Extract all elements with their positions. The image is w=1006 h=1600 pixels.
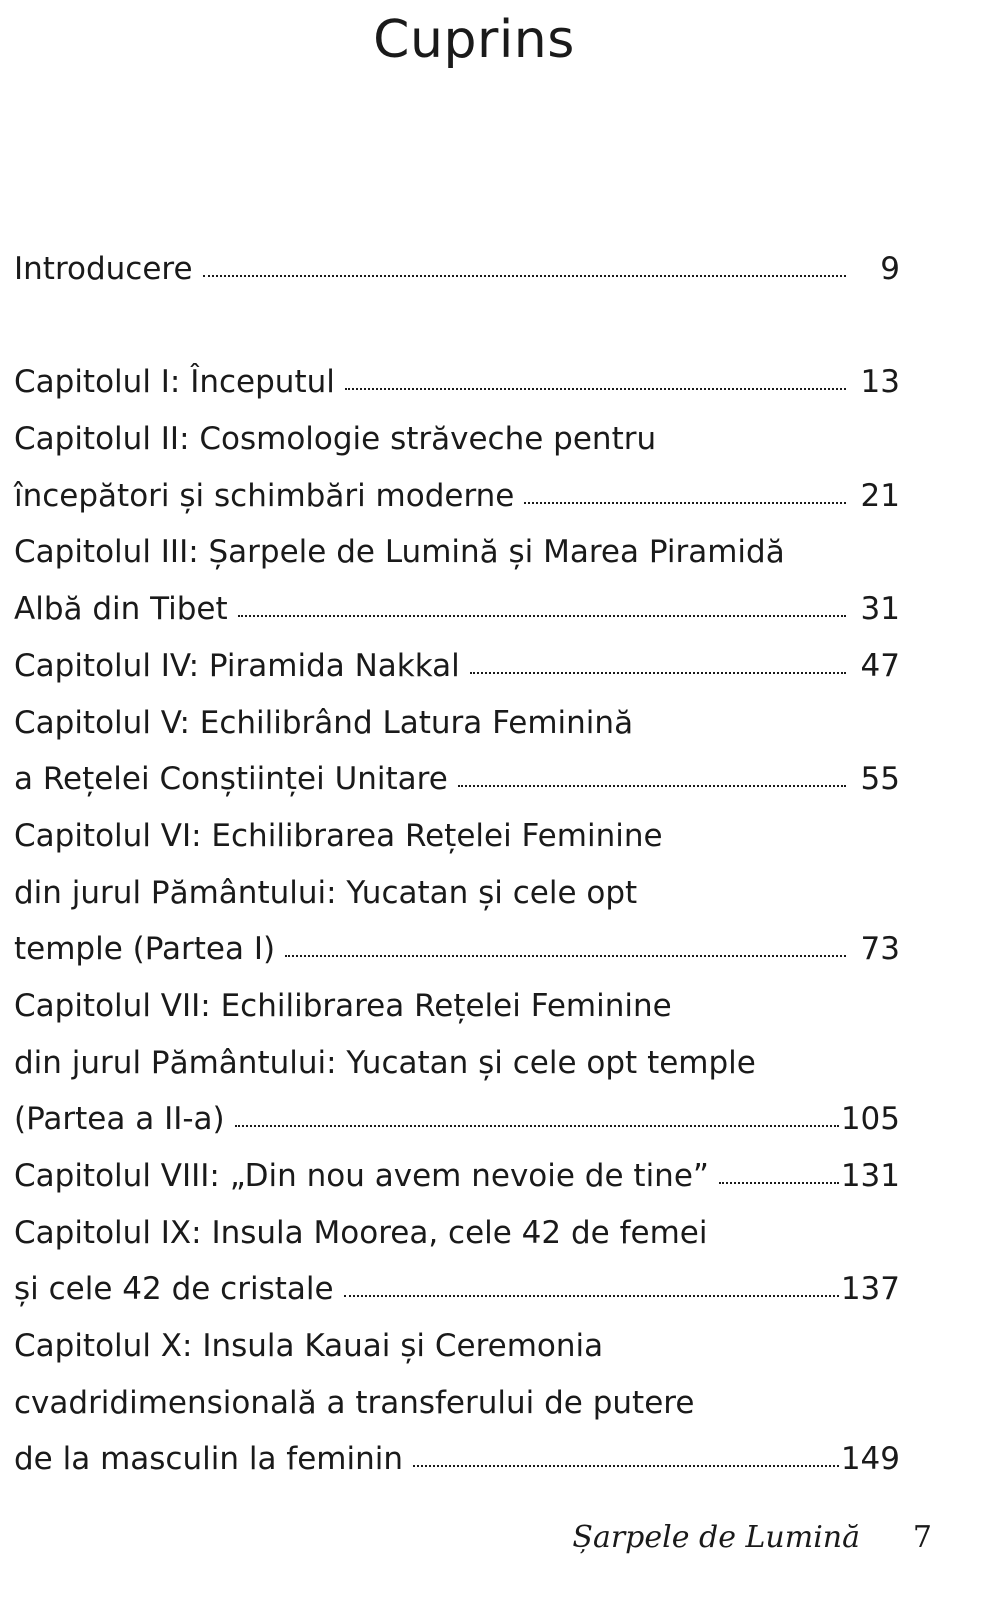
toc-entry	[14, 524, 900, 637]
toc-entry-line	[14, 865, 900, 922]
toc-entry	[14, 411, 900, 524]
toc-entry-line	[14, 1205, 900, 1262]
toc-page-number: 105	[840, 1101, 900, 1138]
toc-entry-line	[14, 978, 900, 1035]
toc-page-number: 55	[860, 761, 900, 798]
dot-leader	[203, 275, 846, 277]
toc-entry	[14, 808, 900, 978]
toc-entry	[14, 978, 900, 1148]
toc-entry-line	[14, 581, 900, 638]
footer-page-number: 7	[912, 1520, 932, 1555]
toc-entry-line	[14, 1261, 900, 1318]
toc-entry-line	[14, 1091, 900, 1148]
page-title: Cuprins	[373, 10, 575, 70]
dot-leader	[470, 672, 846, 674]
toc-entry	[14, 638, 900, 695]
toc-entry-title: din jurul Pământului: Yucatan și cele opt	[14, 874, 638, 911]
toc-page-number: 9	[880, 251, 900, 287]
dot-leader	[345, 388, 846, 390]
toc-entry	[14, 1318, 900, 1488]
toc-page-number: 21	[860, 477, 900, 514]
toc-entry	[14, 1148, 900, 1205]
dot-leader	[413, 1465, 839, 1467]
toc-entry-title: (Partea a II-a)	[14, 1101, 225, 1138]
footer-book-title: Șarpele de Lumină	[572, 1520, 860, 1555]
toc-page-number: 31	[860, 591, 900, 628]
toc-entry	[14, 695, 900, 808]
page-footer	[0, 1510, 940, 1560]
toc-entry-line	[14, 354, 900, 411]
dot-leader	[524, 502, 846, 504]
dot-leader	[238, 615, 846, 617]
toc-page-number: 131	[840, 1158, 900, 1194]
toc-entry	[14, 241, 900, 298]
toc-entry-title: de la masculin la feminin	[14, 1441, 403, 1478]
toc-entry-line	[14, 1431, 900, 1488]
toc-entry-title: cvadridimensională a transferului de putere	[14, 1384, 695, 1421]
toc-entry-line	[14, 751, 900, 808]
toc-entry-line	[14, 524, 900, 581]
table-of-contents	[14, 241, 900, 1488]
toc-entry-line	[14, 638, 900, 695]
toc-entry-title: din jurul Pământului: Yucatan și cele opt temple	[14, 1044, 756, 1081]
dot-leader	[458, 785, 846, 787]
toc-entry-title: Capitolul IX: Insula Moorea, cele 42 de femei	[14, 1214, 708, 1251]
toc-entry-title: Capitolul X: Insula Kauai și Ceremonia	[14, 1328, 604, 1365]
toc-entry-title: Capitolul VII: Echilibrarea Rețelei Feminine	[14, 987, 672, 1024]
toc-entry-line	[14, 921, 900, 978]
toc-entry-title: Capitolul II: Cosmologie străveche pentru	[14, 421, 657, 458]
toc-entry-line	[14, 468, 900, 525]
toc-entry-title: a Rețelei Conștiinței Unitare	[14, 761, 448, 798]
toc-entry	[14, 1205, 900, 1318]
dot-leader	[344, 1295, 839, 1297]
toc-entry-title: Capitolul VIII: „Din nou avem nevoie de tine”	[14, 1158, 709, 1194]
toc-page-number: 73	[860, 931, 900, 968]
toc-entry-title: și cele 42 de cristale	[14, 1271, 334, 1308]
toc-entry-title: începători și schimbări moderne	[14, 477, 515, 514]
dot-leader	[285, 955, 846, 957]
dot-leader	[719, 1182, 839, 1184]
toc-entry-title: Capitolul III: Șarpele de Lumină și Marea Piramidă	[14, 534, 785, 571]
toc-entry-line	[14, 695, 900, 752]
toc-page-number: 13	[860, 364, 900, 401]
toc-entry-line	[14, 808, 900, 865]
toc-entry-title: Albă din Tibet	[14, 591, 228, 628]
toc-entry-line	[14, 241, 900, 298]
toc-entry-line	[14, 1035, 900, 1092]
toc-entry-line	[14, 1318, 900, 1375]
toc-entry-title: Capitolul VI: Echilibrarea Rețelei Feminine	[14, 817, 663, 854]
toc-entry-title: Introducere	[14, 251, 193, 287]
toc-entry-title: Capitolul V: Echilibrând Latura Feminină	[14, 704, 634, 741]
toc-page-number: 137	[840, 1271, 900, 1308]
toc-entry-line	[14, 411, 900, 468]
dot-leader	[235, 1125, 839, 1127]
toc-entry-title: temple (Partea I)	[14, 931, 276, 968]
toc-page-number: 47	[860, 647, 900, 684]
toc-page-number: 149	[840, 1441, 900, 1478]
toc-entry	[14, 354, 900, 411]
toc-entry-line	[14, 1148, 900, 1205]
toc-entry-title: Capitolul I: Începutul	[14, 364, 335, 401]
toc-entry-line	[14, 1375, 900, 1432]
toc-entry-title: Capitolul IV: Piramida Nakkal	[14, 647, 460, 684]
